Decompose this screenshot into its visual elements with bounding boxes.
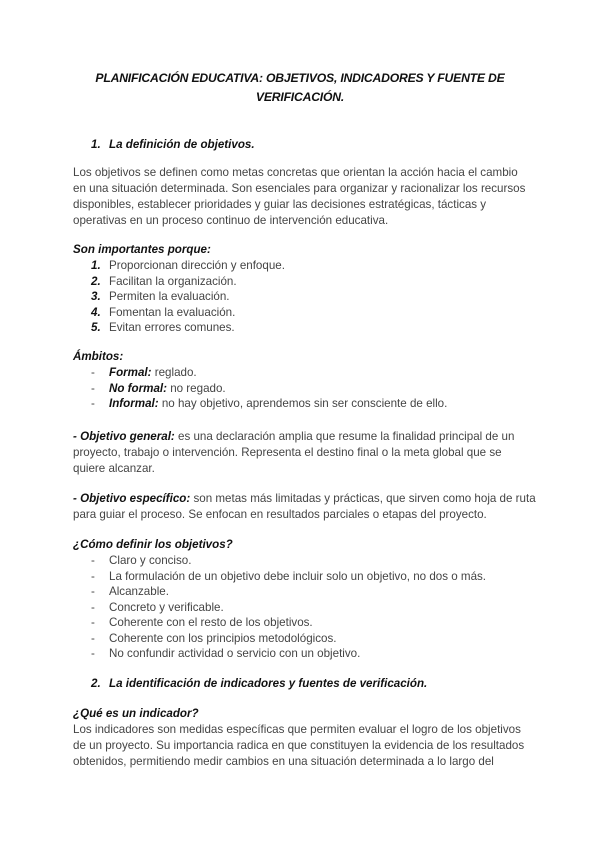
item-text: Claro y conciso. — [109, 554, 192, 567]
list-item — [73, 396, 543, 412]
section-number: 2. — [91, 677, 101, 690]
item-text: La formulación de un objetivo debe incluir solo un objetivo, no dos o más. — [109, 569, 487, 583]
text-line: obtenidos, permitiendo medir cambios en una situación determinada a lo largo del — [73, 755, 494, 768]
list-item — [73, 274, 543, 290]
subheading: ¿Cómo definir los objetivos? — [73, 538, 233, 551]
list-item — [73, 381, 543, 397]
item-term: Formal: — [109, 366, 152, 379]
text-line: operativas en un proceso continuo de intervención educativa. — [73, 214, 389, 227]
list-item — [73, 600, 543, 616]
list-item — [73, 305, 543, 321]
text-line: para guiar el proceso. Se enfocan en resultados parciales o etapas del proyecto. — [73, 508, 487, 521]
text-line: quiere alcanzar. — [73, 462, 155, 475]
title-line: PLANIFICACIÓN EDUCATIVA: OBJETIVOS, INDICADORES Y FUENTE DE — [95, 71, 505, 85]
text-line: de un proyecto. Su importancia radica en que constituyen la evidencia de los resultados — [73, 739, 525, 752]
subheading: Son importantes porque: — [73, 243, 211, 256]
bullet: - — [91, 616, 95, 629]
list-item — [73, 258, 543, 274]
item-text: reglado. — [151, 366, 197, 379]
document-title — [0, 69, 600, 107]
text-line: son metas más limitadas y prácticas, que sirven como hoja de ruta — [190, 492, 536, 505]
text-line: disponibles, establecer prioridades y guiar las decisiones estratégicas, tácticas y — [73, 198, 487, 211]
list-item — [73, 646, 543, 662]
item-text: no regado. — [166, 381, 226, 395]
bullet: - — [91, 585, 95, 598]
item-text: Coherente con el resto de los objetivos. — [109, 616, 313, 629]
item-text: Alcanzable. — [109, 585, 169, 598]
section-title: La definición de objetivos. — [109, 138, 255, 151]
importantes-section — [73, 242, 543, 336]
item-number: 2. — [91, 274, 101, 288]
bullet: - — [91, 600, 95, 614]
item-text: Permiten la evaluación. — [109, 290, 230, 303]
text-line: proyecto, trabajo o intervención. Representa el destino final o la meta global que se — [73, 446, 502, 459]
bullet: - — [91, 631, 95, 645]
intro-paragraph — [73, 165, 543, 229]
text-line: Los objetivos se definen como metas concretas que orientan la acción hacia el cambio — [73, 166, 518, 179]
section-title: La identificación de indicadores y fuentes de verificación. — [109, 677, 428, 690]
item-text: Facilitan la organización. — [109, 274, 237, 288]
objetivo-especifico-paragraph — [73, 491, 543, 523]
item-term: Informal: — [109, 397, 159, 410]
text-line: Los indicadores son medidas específicas que permiten evaluar el logro de los objetivos — [73, 723, 521, 736]
indicador-section — [73, 706, 543, 770]
list-item — [73, 289, 543, 305]
list-item — [73, 320, 543, 336]
bullet: - — [91, 554, 95, 567]
bullet: - — [91, 366, 95, 379]
section-2-heading — [73, 676, 543, 692]
list-item — [73, 365, 543, 381]
objetivo-general-paragraph — [73, 429, 543, 477]
section-1-heading — [73, 137, 543, 153]
item-text: Concreto y verificable. — [109, 600, 224, 614]
list-item — [73, 615, 543, 631]
list-item — [73, 553, 543, 569]
item-text: Fomentan la evaluación. — [109, 305, 236, 319]
item-text: Proporcionan dirección y enfoque. — [109, 259, 285, 272]
item-number: 4. — [91, 305, 101, 319]
text-line: en una situación determinada. Son esenciales para organizar y racionalizar los recursos — [73, 182, 526, 195]
list-item — [73, 631, 543, 647]
item-term: No formal: — [109, 381, 167, 395]
item-text: Coherente con los principios metodológicos. — [109, 631, 337, 645]
bullet: - — [91, 381, 95, 395]
list-item — [73, 584, 543, 600]
como-definir-section — [73, 537, 543, 662]
subheading: Ámbitos: — [73, 350, 124, 363]
bullet: - — [91, 647, 95, 660]
text-line: es una declaración amplia que resume la finalidad principal de un — [174, 430, 515, 443]
subheading: ¿Qué es un indicador? — [73, 707, 199, 720]
item-text: No confundir actividad o servicio con un objetivo. — [109, 647, 361, 660]
ambitos-section — [73, 349, 543, 412]
bullet: - — [91, 397, 95, 410]
section-number: 1. — [91, 138, 101, 151]
item-number: 1. — [91, 259, 101, 272]
item-text: no hay objetivo, aprendemos sin ser consciente de ello. — [158, 397, 448, 410]
term: - Objetivo específico: — [73, 492, 191, 505]
item-number: 5. — [91, 321, 101, 334]
title-line: VERIFICACIÓN. — [255, 90, 345, 104]
term: - Objetivo general: — [73, 430, 175, 443]
bullet: - — [91, 569, 95, 583]
list-item — [73, 569, 543, 585]
item-text: Evitan errores comunes. — [109, 321, 235, 334]
item-number: 3. — [91, 290, 101, 303]
